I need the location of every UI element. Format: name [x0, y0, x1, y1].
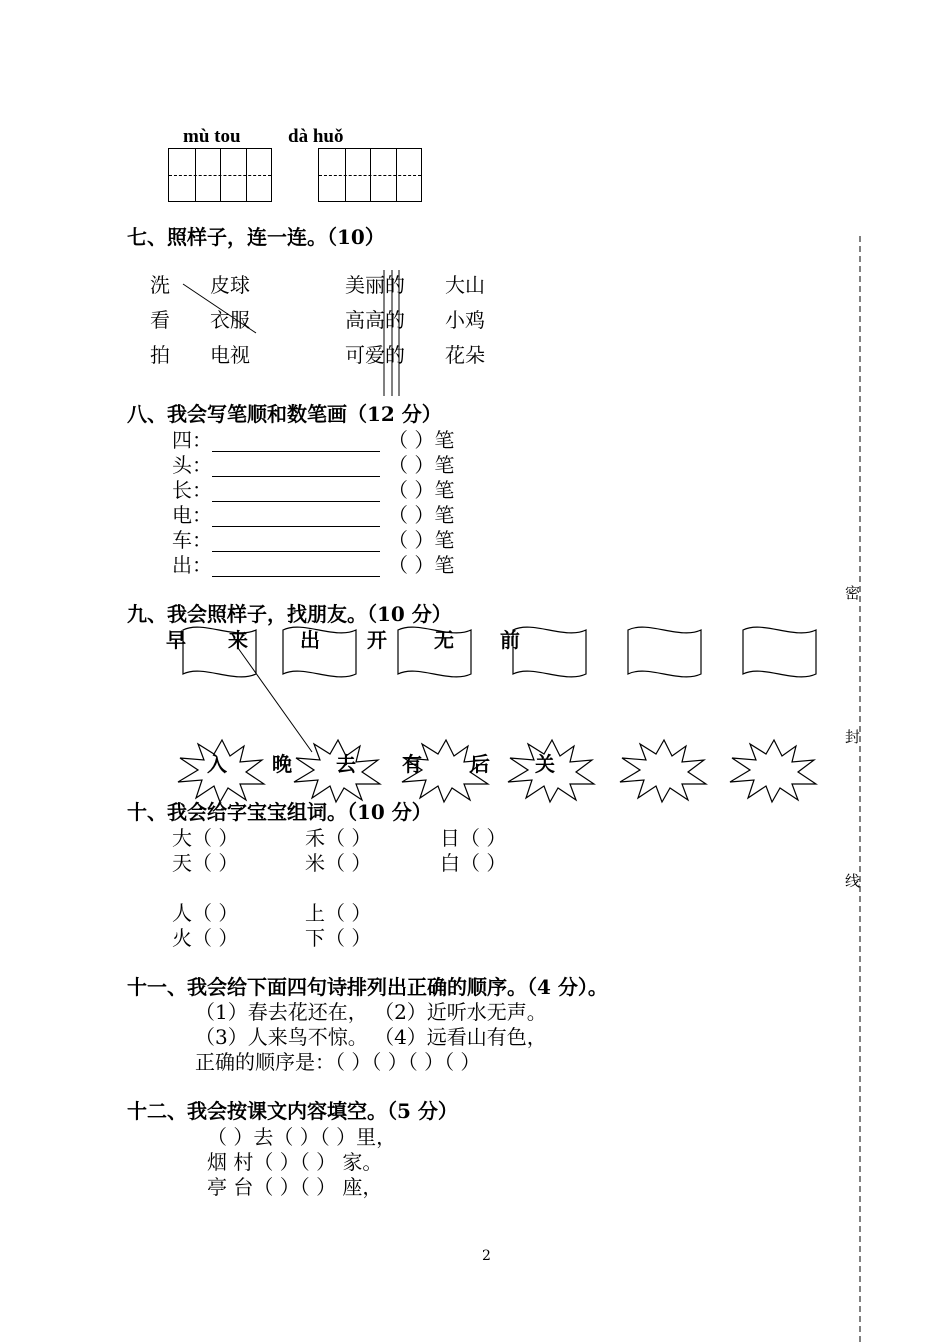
seal-label: 封 [845, 728, 861, 746]
page-number: 2 [482, 1248, 491, 1264]
friend-char-bottom: 去 [336, 752, 356, 776]
flag-shape [743, 627, 816, 677]
flag-shape [628, 627, 701, 677]
word-item[interactable]: 禾（ ） [305, 826, 372, 850]
order-answer[interactable]: 正确的顺序是：（ ）（ ）（ ）（ ） [195, 1050, 481, 1074]
seal-label: 密 [845, 584, 861, 602]
fill-line[interactable]: （ ）去（ ）（ ）里， [207, 1125, 397, 1149]
word-item[interactable]: 米（ ） [305, 851, 372, 875]
poem-line: （3）人来鸟不惊。 （4）远看山有色， [195, 1025, 547, 1049]
section-9-title: 九、我会照样子，找朋友。（10 分） [127, 602, 452, 626]
section-11-title: 十一、我会给下面四句诗排列出正确的顺序。（4 分）。 [127, 975, 608, 999]
word-item[interactable]: 大（ ） [172, 826, 239, 850]
adjective: 可爱的 [345, 343, 405, 367]
friend-char-bottom: 晚 [272, 752, 292, 776]
noun: 小鸡 [445, 308, 485, 332]
friend-char-bottom: 有 [402, 752, 422, 776]
section-7-title: 七、照样子，连一连。（10） [127, 225, 385, 249]
object: 电视 [210, 343, 250, 367]
word-item[interactable]: 日（ ） [440, 826, 507, 850]
object: 皮球 [210, 273, 250, 297]
word-item[interactable]: 火（ ） [172, 926, 239, 950]
friend-char-top: 来 [228, 628, 248, 652]
seal-label: 线 [845, 872, 861, 890]
stroke-row: 长： （ ）笔 [172, 478, 455, 502]
fill-line[interactable]: 烟 村（ ）（ ） 家。 [207, 1150, 383, 1174]
object: 衣服 [210, 308, 250, 332]
word-item[interactable]: 下（ ） [305, 926, 372, 950]
stroke-row: 电： （ ）笔 [172, 503, 455, 527]
word-item[interactable]: 上（ ） [305, 901, 372, 925]
poem-line: （1）春去花还在， （2）近听水无声。 [195, 1000, 547, 1024]
friend-char-bottom: 后 [470, 752, 490, 776]
noun: 花朵 [445, 343, 485, 367]
burst-shape [730, 740, 816, 802]
friend-char-bottom: 关 [535, 752, 555, 776]
noun: 大山 [445, 273, 485, 297]
stroke-row: 出： （ ）笔 [172, 553, 455, 577]
section-8-title: 八、我会写笔顺和数笔画（12 分） [127, 402, 442, 426]
match-line [183, 284, 256, 333]
fill-line[interactable]: 亭 台（ ）（ ） 座， [207, 1175, 383, 1199]
pinyin-dahuo: dà huǒ [288, 126, 344, 147]
adjective: 美丽的 [345, 273, 405, 297]
friend-char-top: 前 [500, 628, 520, 652]
word-item[interactable]: 人（ ） [172, 901, 239, 925]
stroke-row: 车： （ ）笔 [172, 528, 455, 552]
friend-char-bottom: 入 [207, 752, 227, 776]
friend-char-top: 早 [166, 628, 186, 652]
section-12-title: 十二、我会按课文内容填空。（5 分） [127, 1099, 458, 1123]
adjective: 高高的 [345, 308, 405, 332]
friend-char-top: 开 [367, 628, 387, 652]
verb: 洗 [150, 273, 170, 297]
pinyin-mutou: mù tou [183, 126, 241, 147]
word-item[interactable]: 白（ ） [440, 851, 507, 875]
burst-shape [620, 740, 706, 802]
stroke-row: 四： （ ）笔 [172, 428, 455, 452]
verb: 看 [150, 308, 170, 332]
stroke-row: 头： （ ）笔 [172, 453, 455, 477]
flag-shape [513, 627, 586, 677]
verb: 拍 [150, 343, 170, 367]
word-item[interactable]: 天（ ） [172, 851, 239, 875]
friend-char-top: 出 [300, 628, 320, 652]
section-10-title: 十、我会给字宝宝组词。（10 分） [127, 800, 432, 824]
friend-char-top: 无 [434, 628, 454, 652]
match-line [238, 648, 312, 752]
